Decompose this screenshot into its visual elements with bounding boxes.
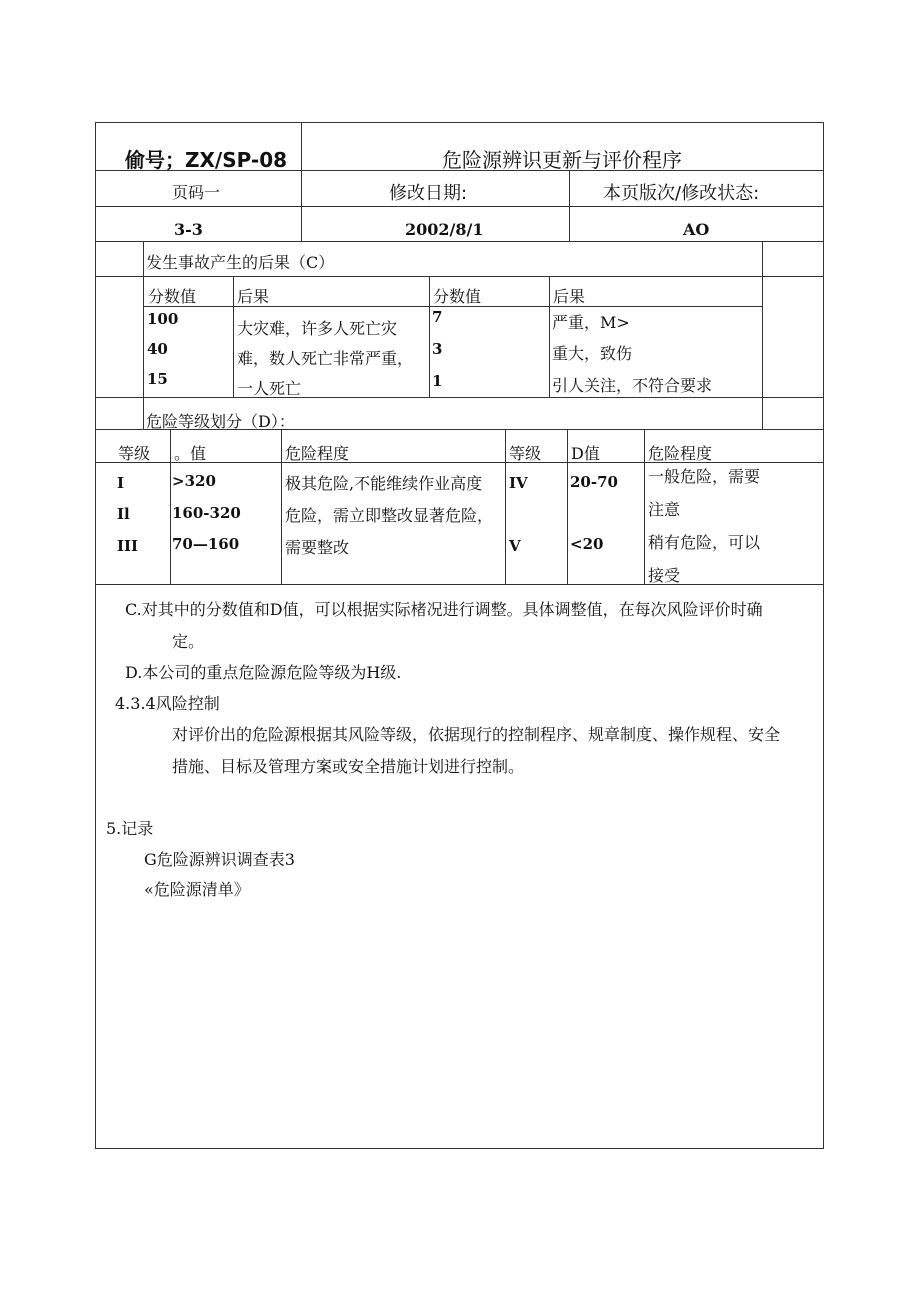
control-paragraph-line-1: 对评价出的危险源根据其风险等级，依据现行的控制程序、规章制度、操作规程、安全 bbox=[172, 725, 781, 744]
d-value-right: 20-70 bbox=[570, 473, 618, 491]
c-score-left: 100 bbox=[147, 310, 179, 328]
c-score-right: 3 bbox=[432, 340, 443, 358]
record-item: «危险源清单》 bbox=[144, 880, 250, 899]
d-header-value-right: D值 bbox=[571, 444, 600, 463]
revision-date-value: 2002/8/1 bbox=[405, 220, 484, 239]
version-status-label: 本页版次/修改状态: bbox=[603, 183, 760, 204]
d-degree-right: 稍有危险，可以 bbox=[648, 533, 761, 552]
page-label: 页码一 bbox=[172, 183, 221, 202]
d-degree-right: 一般危险，需要 bbox=[648, 467, 761, 486]
c-header-consequence-left: 后果 bbox=[237, 287, 270, 306]
d-degree-right: 注意 bbox=[648, 500, 681, 519]
d-degree-left: 危险，需立即整改显著危险， bbox=[285, 506, 494, 525]
note-c-line-2: 定。 bbox=[172, 632, 205, 651]
d-section-title: 危险等级划分（D）： bbox=[146, 412, 295, 431]
d-header-value-left: 。值 bbox=[174, 444, 207, 463]
section-5-heading: 5.记录 bbox=[106, 819, 154, 838]
d-header-degree-right: 危险程度 bbox=[648, 444, 713, 463]
c-consequence-right: 重大，致伤 bbox=[552, 344, 633, 363]
c-score-left: 40 bbox=[147, 340, 168, 358]
section-4-3-4-heading: 4.3.4风险控制 bbox=[115, 694, 220, 713]
c-score-right: 7 bbox=[432, 308, 443, 326]
c-header-score-left: 分数值 bbox=[148, 287, 197, 306]
page-value: 3-3 bbox=[174, 220, 203, 239]
c-consequence-right: 引人关注，不符合要求 bbox=[552, 376, 713, 395]
doc-number: 偷号；ZX/SP-08 bbox=[125, 148, 288, 172]
d-value-left: 160-320 bbox=[172, 504, 241, 522]
d-degree-left: 需要整改 bbox=[285, 538, 350, 557]
c-consequence-left: 难，数人死亡非常严重， bbox=[237, 349, 414, 368]
d-value-left: >320 bbox=[172, 472, 216, 490]
c-section-title: 发生事故产生的后果（C） bbox=[146, 253, 335, 272]
d-value-right: <20 bbox=[570, 535, 604, 553]
d-level-left: III bbox=[117, 537, 139, 555]
d-degree-left: 极其危险,不能维续作业高度 bbox=[285, 474, 483, 493]
doc-title: 危险源辨识更新与评价程序 bbox=[442, 148, 682, 172]
d-level-right: V bbox=[509, 537, 521, 555]
d-header-level-left: 等级 bbox=[118, 444, 151, 463]
note-c-line-1: C.对其中的分数值和D值，可以根据实际楮况进行调整。具体调整值，在每次风险评价时确 bbox=[125, 600, 763, 619]
record-item: G危险源辨识调查表3 bbox=[144, 850, 295, 869]
c-score-left: 15 bbox=[147, 370, 168, 388]
c-header-consequence-right: 后果 bbox=[553, 287, 586, 306]
c-consequence-right: 严重，M> bbox=[552, 313, 630, 332]
d-value-left: 70—160 bbox=[172, 535, 240, 553]
c-consequence-left: 一人死亡 bbox=[237, 379, 302, 398]
d-level-left: I bbox=[117, 474, 125, 492]
note-d: D.本公司的重点危险源危险等级为H级. bbox=[125, 663, 402, 682]
d-header-degree-left: 危险程度 bbox=[285, 444, 350, 463]
version-status-value: AO bbox=[683, 220, 710, 239]
d-header-level-right: 等级 bbox=[509, 444, 542, 463]
control-paragraph-line-2: 措施、目标及管理方案或安全措施计划进行控制。 bbox=[172, 757, 525, 776]
revision-date-label: 修改日期: bbox=[389, 183, 468, 204]
c-consequence-left: 大灾难，许多人死亡灾 bbox=[237, 319, 398, 338]
d-level-right: IV bbox=[509, 474, 528, 492]
d-level-left: Il bbox=[117, 505, 130, 523]
c-score-right: 1 bbox=[432, 372, 443, 390]
c-header-score-right: 分数值 bbox=[433, 287, 482, 306]
d-degree-right: 接受 bbox=[648, 566, 681, 585]
